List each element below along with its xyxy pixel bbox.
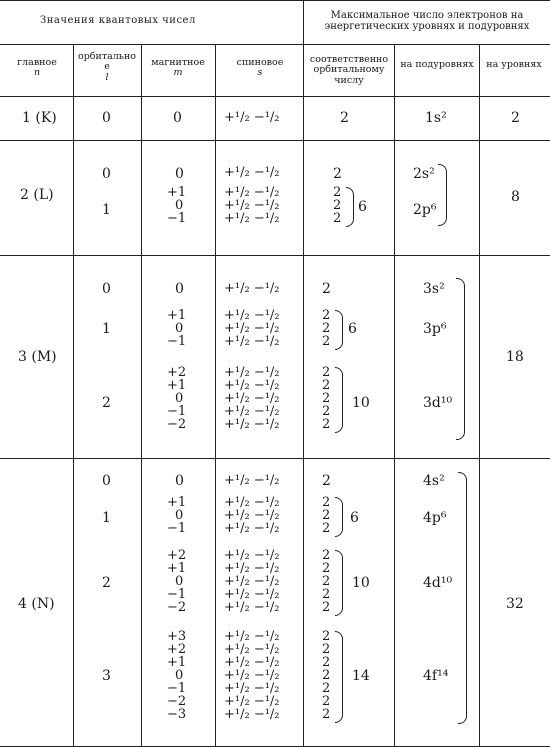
row3-m-d-0: +2 xyxy=(167,365,187,380)
row4-orbital-d: 2 xyxy=(102,575,111,591)
row2-sublevel-p: 2p⁶ xyxy=(413,202,437,218)
row4-spin-d-4: +¹/₂ −¹/₂ xyxy=(224,600,280,615)
row3-orb-p-0: 2 xyxy=(322,308,331,323)
row4-spin-p xyxy=(224,496,280,535)
row3-spin-p-0: +¹/₂ −¹/₂ xyxy=(224,308,280,323)
row4-spin-p-2: +¹/₂ −¹/₂ xyxy=(224,521,280,536)
row4-m-f-1: +2 xyxy=(167,642,187,657)
col-header-orbital-label: орбитальное xyxy=(77,51,137,73)
row3-orb-d-3: 2 xyxy=(322,404,331,419)
row4-spin-s: +¹/₂ −¹/₂ xyxy=(224,473,280,488)
row3-spin-s: +¹/₂ −¹/₂ xyxy=(224,281,280,296)
row2-magnetic-p xyxy=(167,186,186,225)
row1-level: 2 xyxy=(511,110,520,126)
row3-by-orbital-d xyxy=(322,366,330,431)
row3-m-d-2: 0 xyxy=(175,391,184,406)
row2-orbital-p: 1 xyxy=(102,202,111,218)
col-header-spin-symbol: s xyxy=(257,67,263,79)
row3-orb-d-2: 2 xyxy=(322,391,331,406)
row4-orbital-f: 3 xyxy=(102,668,111,684)
row3-magnetic-d xyxy=(167,366,186,431)
row2-m-p-0: +1 xyxy=(167,185,187,200)
row2-spin-p-0: +¹/₂ −¹/₂ xyxy=(224,185,280,200)
row4-m-p-1: 0 xyxy=(175,508,184,523)
row4-by-orbital-s: 2 xyxy=(322,473,331,489)
row3-orbital-s: 0 xyxy=(102,281,111,297)
row3-spin-d-4: +¹/₂ −¹/₂ xyxy=(224,417,280,432)
row4-spin-d-1: +¹/₂ −¹/₂ xyxy=(224,561,280,576)
row3-orb-d-0: 2 xyxy=(322,365,331,380)
row4-m-d-3: −1 xyxy=(167,587,187,602)
row3-spin-d-2: +¹/₂ −¹/₂ xyxy=(224,391,280,406)
row4-spin-f-1: +¹/₂ −¹/₂ xyxy=(224,642,280,657)
row3-spin-d-0: +¹/₂ −¹/₂ xyxy=(224,365,280,380)
row2-spin-p-1: +¹/₂ −¹/₂ xyxy=(224,198,280,213)
row3-by-orbital-s: 2 xyxy=(322,281,331,297)
row2-orbital-p-sum: 6 xyxy=(358,199,367,215)
row3-m-d-1: +1 xyxy=(167,378,187,393)
header-group-max-electrons: Максимальное число электронов на энергетических уровнях и подуровнях xyxy=(324,10,530,32)
row4-m-d-4: −2 xyxy=(167,600,187,615)
col-header-principal-symbol: n xyxy=(33,67,41,79)
row2-orb-p-1: 2 xyxy=(333,198,342,213)
row4-spin-d-2: +¹/₂ −¹/₂ xyxy=(224,574,280,589)
row4-orbital-f-sum: 14 xyxy=(352,668,370,684)
row2-sublevel-s: 2s² xyxy=(413,166,435,182)
row3-sublevel-p: 3p⁶ xyxy=(423,321,447,337)
row4-orb-f-1: 2 xyxy=(322,642,331,657)
row4-orbital-d-sum: 10 xyxy=(352,575,370,591)
row3-spin-p-2: +¹/₂ −¹/₂ xyxy=(224,334,280,349)
row4-orbital-s: 0 xyxy=(102,473,111,489)
row4-spin-f-0: +¹/₂ −¹/₂ xyxy=(224,629,280,644)
row2-principal: 2 (L) xyxy=(20,187,54,203)
row4-magnetic-d xyxy=(167,549,186,614)
col-header-orbital xyxy=(76,52,138,83)
header-group-quantum-numbers: Значения квантовых чисел xyxy=(40,15,196,26)
col-header-principal xyxy=(2,58,72,79)
row1-spin: +¹/₂ −¹/₂ xyxy=(224,110,280,125)
row3-level: 18 xyxy=(506,349,524,365)
col-header-by-orbital: соответственно орбитальному числу xyxy=(309,54,389,86)
row1-by-orbital: 2 xyxy=(340,110,349,126)
row4-sublevel-p: 4p⁶ xyxy=(423,510,447,526)
row3-sublevel-s: 3s² xyxy=(423,281,445,297)
row4-spin-d xyxy=(224,549,280,614)
col-header-spin xyxy=(218,58,302,79)
row3-magnetic-p xyxy=(167,309,186,348)
row3-m-p-1: 0 xyxy=(175,321,184,336)
row4-orb-d-0: 2 xyxy=(322,548,331,563)
row1-orbital: 0 xyxy=(102,110,111,126)
row4-orbital-f-brace xyxy=(335,631,343,723)
row1-principal: 1 (K) xyxy=(22,110,57,126)
row4-m-d-0: +2 xyxy=(167,548,187,563)
row4-m-f-6: −3 xyxy=(167,707,187,722)
row4-orb-p-2: 2 xyxy=(322,521,331,536)
row2-by-orbital-p xyxy=(333,186,341,225)
row4-orb-d-4: 2 xyxy=(322,600,331,615)
row4-orb-d-3: 2 xyxy=(322,587,331,602)
row4-orb-f-6: 2 xyxy=(322,707,331,722)
col-header-magnetic-label: магнитное xyxy=(151,57,205,68)
row4-orbital-p-sum: 6 xyxy=(350,510,359,526)
row3-orbital-d: 2 xyxy=(102,395,111,411)
row3-orbital-p: 1 xyxy=(102,321,111,337)
row4-by-orbital-d xyxy=(322,549,330,614)
row4-m-f-5: −2 xyxy=(167,694,187,709)
row4-orb-f-4: 2 xyxy=(322,681,331,696)
row3-spin-d xyxy=(224,366,280,431)
row4-m-p-2: −1 xyxy=(167,521,187,536)
row4-magnetic-f xyxy=(167,630,186,721)
row4-sublevel-brace xyxy=(458,472,467,724)
row3-orb-d-1: 2 xyxy=(322,378,331,393)
row3-by-orbital-p xyxy=(322,309,330,348)
row3-spin-p-1: +¹/₂ −¹/₂ xyxy=(224,321,280,336)
row4-spin-f-5: +¹/₂ −¹/₂ xyxy=(224,694,280,709)
col-header-levels: на уровнях xyxy=(486,59,542,70)
row2-spin-p-2: +¹/₂ −¹/₂ xyxy=(224,211,280,226)
row4-spin-f-6: +¹/₂ −¹/₂ xyxy=(224,707,280,722)
col-header-orbital-symbol: l xyxy=(105,71,109,83)
row4-orb-f-2: 2 xyxy=(322,655,331,670)
row1-magnetic: 0 xyxy=(173,110,182,126)
row3-orbital-p-sum: 6 xyxy=(348,321,357,337)
row3-spin-d-1: +¹/₂ −¹/₂ xyxy=(224,378,280,393)
row2-magnetic-s: 0 xyxy=(175,166,184,182)
row4-orb-p-0: 2 xyxy=(322,495,331,510)
row3-spin-p xyxy=(224,309,280,348)
row4-spin-f-3: +¹/₂ −¹/₂ xyxy=(224,668,280,683)
row4-orbital-p-brace xyxy=(335,497,343,537)
row4-magnetic-s: 0 xyxy=(175,473,184,489)
col-header-spin-label: спиновое xyxy=(236,57,284,68)
row2-spin-s: +¹/₂ −¹/₂ xyxy=(224,165,280,180)
row3-m-d-4: −2 xyxy=(167,417,187,432)
row4-orb-d-1: 2 xyxy=(322,561,331,576)
row4-sublevel-f: 4f¹⁴ xyxy=(423,668,449,684)
row4-spin-p-1: +¹/₂ −¹/₂ xyxy=(224,508,280,523)
row4-by-orbital-f xyxy=(322,630,330,721)
row2-orbital-s: 0 xyxy=(102,166,111,182)
row2-sublevel-brace xyxy=(438,164,447,226)
row4-orb-f-5: 2 xyxy=(322,694,331,709)
row2-m-p-2: −1 xyxy=(167,211,187,226)
row4-orb-d-2: 2 xyxy=(322,574,331,589)
row4-orbital-p: 1 xyxy=(102,510,111,526)
row4-sublevel-d: 4d¹⁰ xyxy=(423,575,453,591)
row2-spin-p xyxy=(224,186,280,225)
row4-orb-f-3: 2 xyxy=(322,668,331,683)
row4-m-f-3: 0 xyxy=(175,668,184,683)
row1-sublevel: 1s² xyxy=(425,110,447,126)
row3-sublevel-d: 3d¹⁰ xyxy=(423,395,453,411)
row4-m-f-2: +1 xyxy=(167,655,187,670)
col-header-principal-label: главное xyxy=(17,57,57,68)
row3-orb-p-2: 2 xyxy=(322,334,331,349)
row4-magnetic-p xyxy=(167,496,186,535)
row3-m-p-0: +1 xyxy=(167,308,187,323)
row4-orbital-d-brace xyxy=(335,550,343,616)
row3-sublevel-brace xyxy=(456,278,465,440)
row2-by-orbital-s: 2 xyxy=(333,166,342,182)
row4-m-d-2: 0 xyxy=(175,574,184,589)
row4-orb-f-0: 2 xyxy=(322,629,331,644)
row3-orbital-d-sum: 10 xyxy=(352,395,370,411)
row4-m-p-0: +1 xyxy=(167,495,187,510)
row4-by-orbital-p xyxy=(322,496,330,535)
row3-spin-d-3: +¹/₂ −¹/₂ xyxy=(224,404,280,419)
row4-spin-f xyxy=(224,630,280,721)
row2-orb-p-2: 2 xyxy=(333,211,342,226)
row4-spin-d-3: +¹/₂ −¹/₂ xyxy=(224,587,280,602)
row3-principal: 3 (M) xyxy=(18,349,57,365)
col-header-magnetic-symbol: m xyxy=(173,67,183,79)
row4-m-f-4: −1 xyxy=(167,681,187,696)
row4-spin-f-4: +¹/₂ −¹/₂ xyxy=(224,681,280,696)
row3-orb-p-1: 2 xyxy=(322,321,331,336)
row3-orbital-d-brace xyxy=(335,367,343,433)
col-header-magnetic xyxy=(143,58,213,79)
row4-spin-d-0: +¹/₂ −¹/₂ xyxy=(224,548,280,563)
row3-magnetic-s: 0 xyxy=(175,281,184,297)
row2-m-p-1: 0 xyxy=(175,198,184,213)
col-header-sublevels: на подуровнях xyxy=(400,59,474,70)
row4-spin-f-2: +¹/₂ −¹/₂ xyxy=(224,655,280,670)
row3-m-p-2: −1 xyxy=(167,334,187,349)
row4-m-d-1: +1 xyxy=(167,561,187,576)
row3-orbital-p-brace xyxy=(335,310,343,350)
row4-spin-p-0: +¹/₂ −¹/₂ xyxy=(224,495,280,510)
row2-orbital-p-brace xyxy=(346,187,354,227)
row4-sublevel-s: 4s² xyxy=(423,473,445,489)
row4-level: 32 xyxy=(506,596,524,612)
row3-orb-d-4: 2 xyxy=(322,417,331,432)
row4-m-f-0: +3 xyxy=(167,629,187,644)
row2-level: 8 xyxy=(511,189,520,205)
row4-principal: 4 (N) xyxy=(18,596,55,612)
row3-m-d-3: −1 xyxy=(167,404,187,419)
row2-orb-p-0: 2 xyxy=(333,185,342,200)
row4-orb-p-1: 2 xyxy=(322,508,331,523)
